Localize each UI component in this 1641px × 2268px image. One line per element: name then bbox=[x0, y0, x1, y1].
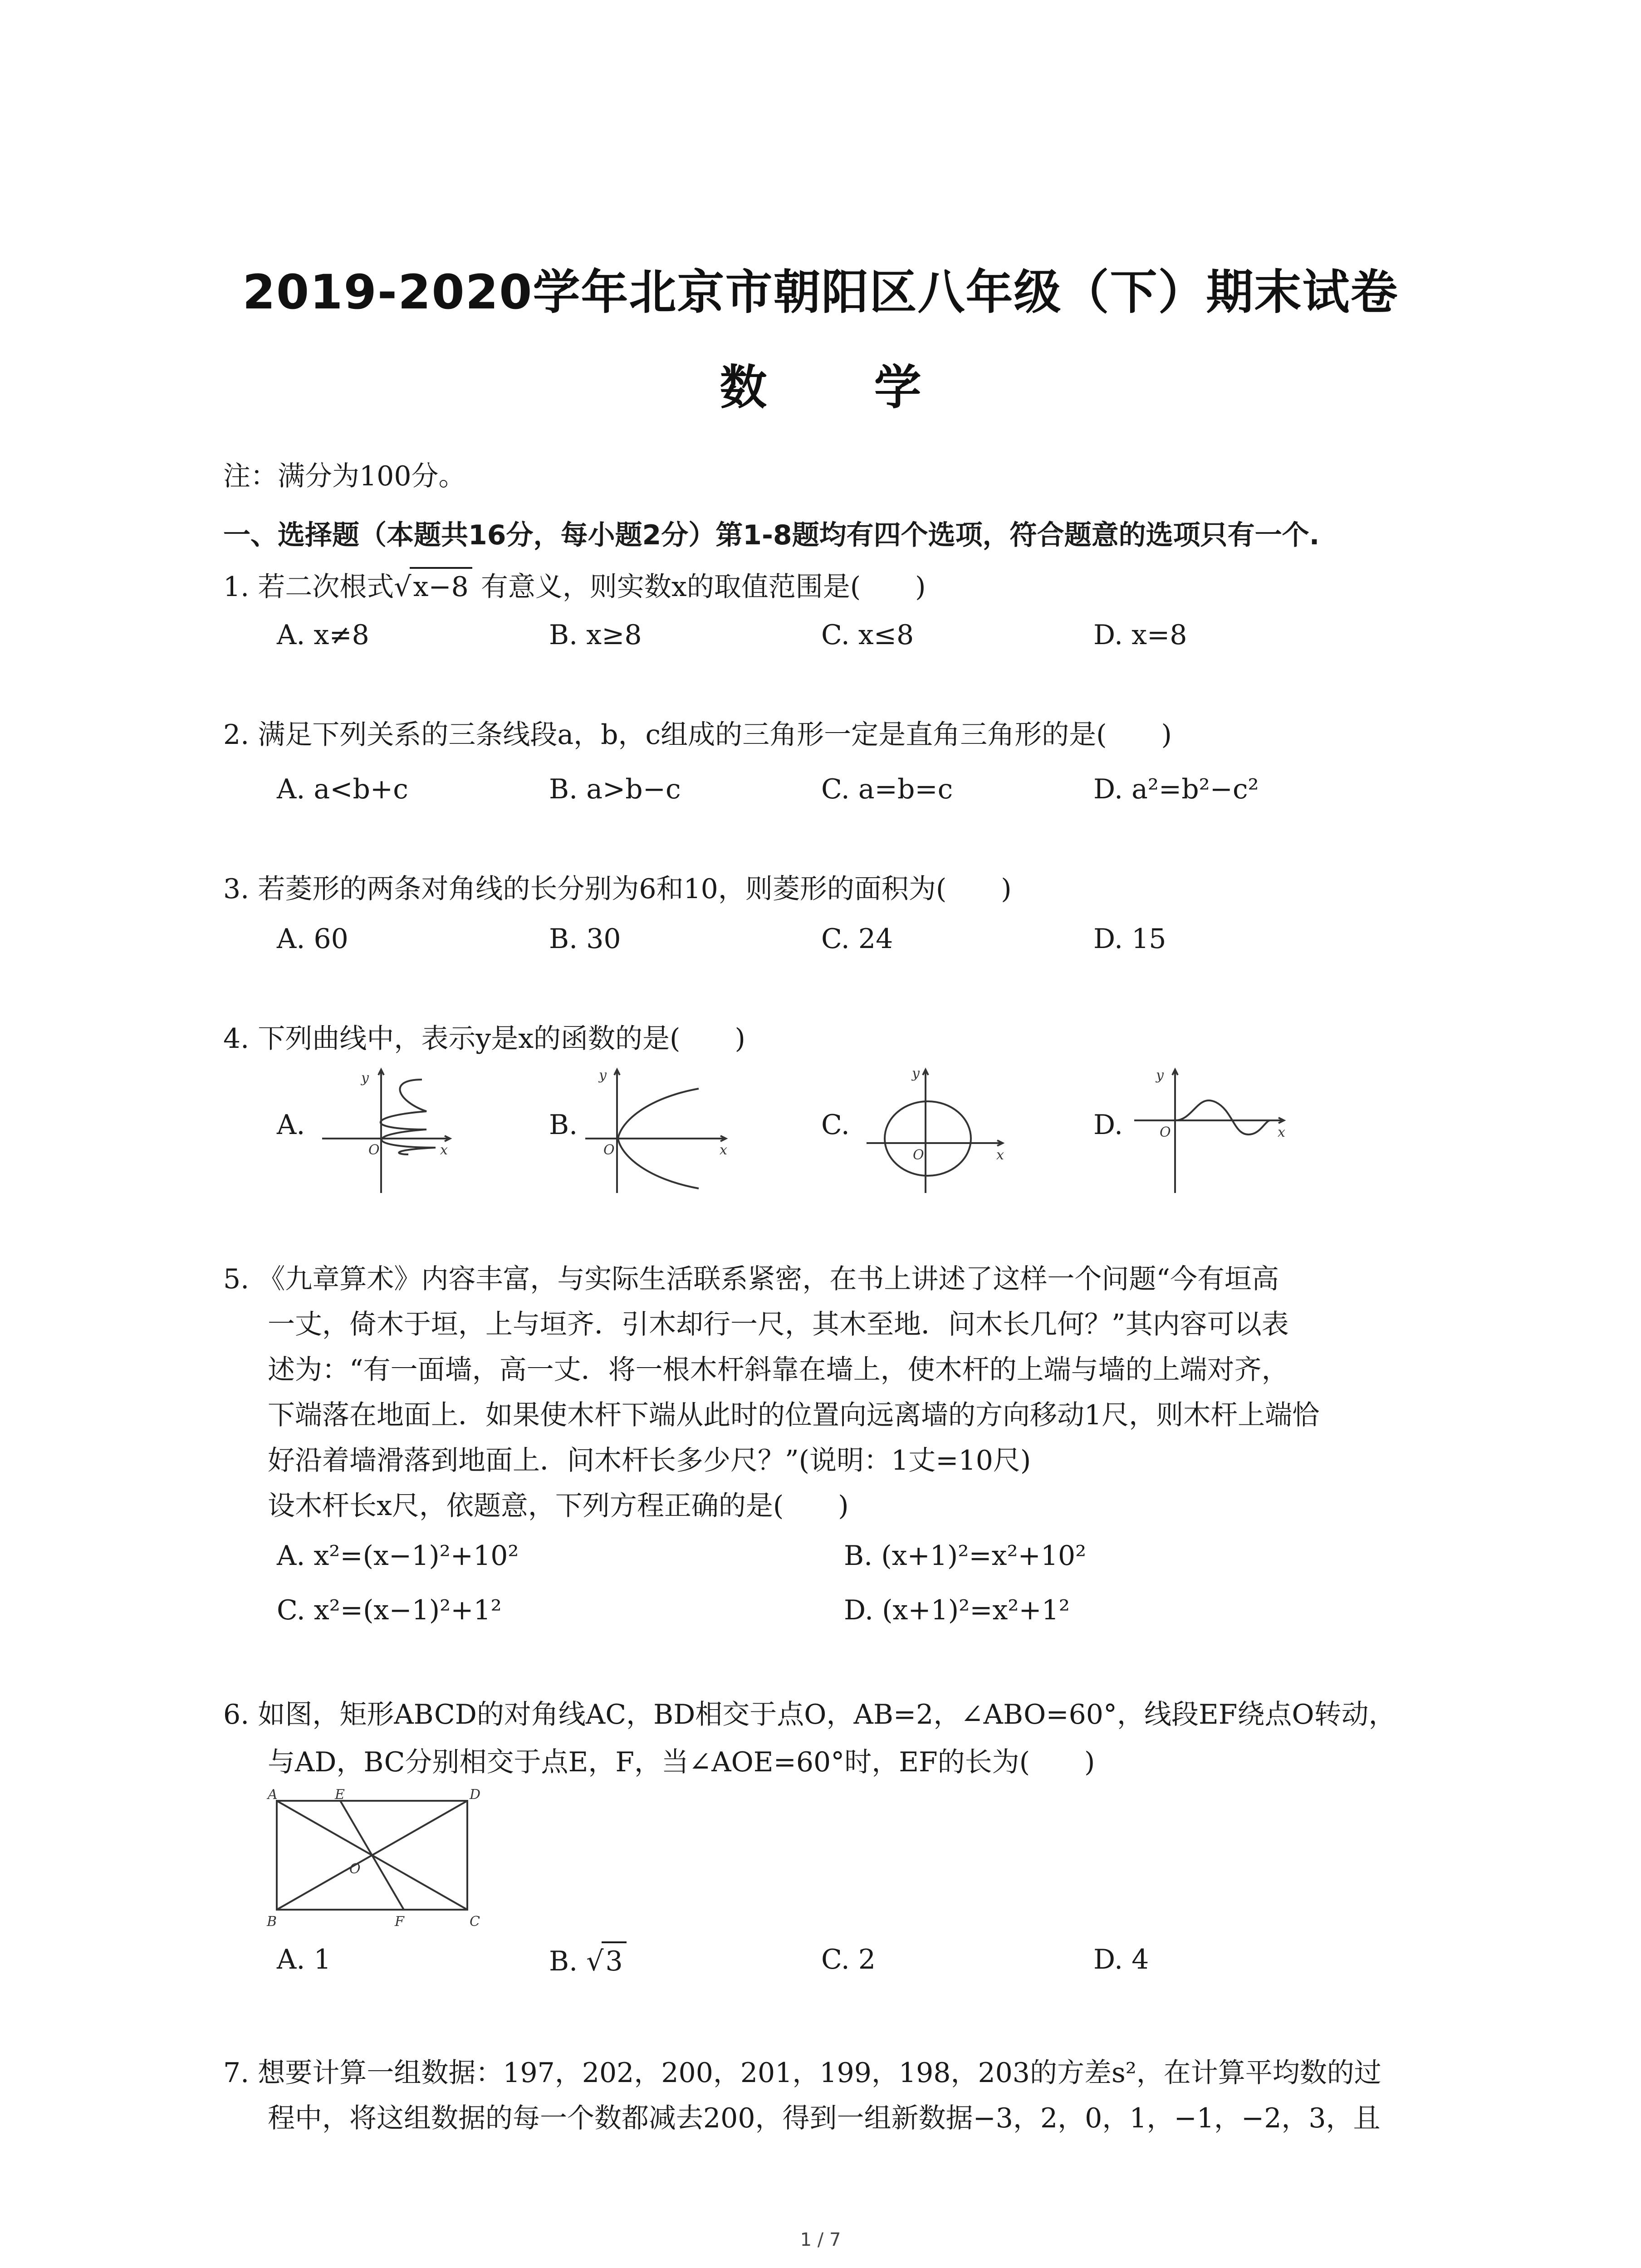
svg-text:O: O bbox=[1160, 1124, 1171, 1140]
question-4: 4. 下列曲线中，表示y是x的函数的是( ) bbox=[223, 1023, 745, 1055]
q6-option-b bbox=[549, 1941, 627, 1980]
question-3: 3. 若菱形的两条对角线的长分别为6和10，则菱形的面积为( ) bbox=[223, 873, 1012, 905]
sqrt-expression: √3 bbox=[586, 1941, 626, 1980]
q3-option-b: B. 30 bbox=[549, 923, 621, 955]
svg-text:C: C bbox=[470, 1914, 480, 1930]
question-1-prefix: 1. 若二次根式 bbox=[223, 571, 394, 603]
graph-c-circle bbox=[862, 1061, 1012, 1198]
q4-option-b: B. bbox=[549, 1109, 578, 1141]
question-7-line-1: 7. 想要计算一组数据：197，202，200，201，199，198，203的方差s²，在计算平均数的过 bbox=[223, 2057, 1381, 2089]
svg-text:y: y bbox=[1156, 1067, 1164, 1083]
question-7-line-2: 程中，将这组数据的每一个数都减去200，得到一组新数据−3，2，0，1，−1，−2，3，且 bbox=[268, 2102, 1381, 2134]
radicand: 3 bbox=[602, 1941, 626, 1980]
svg-text:y: y bbox=[912, 1066, 920, 1081]
q2-option-d: D. a²=b²−c² bbox=[1093, 773, 1259, 805]
q4-option-a: A. bbox=[277, 1109, 305, 1141]
svg-text:O: O bbox=[349, 1861, 361, 1877]
q6-option-b-label: B. bbox=[549, 1945, 578, 1977]
svg-text:B: B bbox=[267, 1914, 277, 1930]
svg-text:x: x bbox=[720, 1142, 727, 1158]
q1-option-d: D. x=8 bbox=[1093, 619, 1187, 651]
question-5-line-6: 设木杆长x尺，依题意，下列方程正确的是( ) bbox=[268, 1490, 849, 1522]
exam-title: 2019-2020学年北京市朝阳区八年级（下）期末试卷 bbox=[242, 264, 1399, 320]
graph-d-sine-wave bbox=[1130, 1061, 1293, 1198]
question-2: 2. 满足下列关系的三条线段a，b，c组成的三角形一定是直角三角形的是( ) bbox=[223, 719, 1172, 751]
q1-option-c: C. x≤8 bbox=[821, 619, 914, 651]
question-5-line-5: 好沿着墙滑落到地面上．问木杆长多少尺？”(说明：1丈=10尺) bbox=[268, 1445, 1031, 1476]
question-5-line-3: 述为：“有一面墙，高一丈．将一根木杆斜靠在墙上，使木杆的上端与墙的上端对齐， bbox=[268, 1354, 1289, 1386]
question-6-line-1: 6. 如图，矩形ABCD的对角线AC，BD相交于点O，AB=2，∠ABO=60°，线段EF绕点O转动， bbox=[223, 1699, 1396, 1730]
svg-text:E: E bbox=[335, 1787, 345, 1803]
q4-option-c: C. bbox=[821, 1109, 850, 1141]
svg-text:F: F bbox=[395, 1914, 404, 1930]
q2-option-b: B. a>b−c bbox=[549, 773, 681, 805]
q3-option-d: D. 15 bbox=[1093, 923, 1166, 955]
svg-text:O: O bbox=[603, 1142, 615, 1158]
question-1 bbox=[223, 567, 926, 605]
q3-option-a: A. 60 bbox=[277, 923, 348, 955]
q1-option-b: B. x≥8 bbox=[549, 619, 642, 651]
svg-text:x: x bbox=[1278, 1124, 1285, 1140]
svg-text:y: y bbox=[599, 1067, 607, 1083]
rectangle-figure bbox=[263, 1787, 481, 1937]
question-5-line-1: 5. 《九章算术》内容丰富，与实际生活联系紧密，在书上讲述了这样一个问题“今有垣高 bbox=[223, 1263, 1279, 1295]
graph-a-s-curve bbox=[318, 1061, 463, 1198]
question-1-suffix: 有意义，则实数x的取值范围是( ) bbox=[480, 571, 926, 603]
q2-option-c: C. a=b=c bbox=[821, 773, 953, 805]
q5-option-b: B. (x+1)²=x²+10² bbox=[844, 1540, 1087, 1572]
sqrt-expression: √x−8 bbox=[394, 567, 472, 605]
svg-text:A: A bbox=[268, 1787, 278, 1803]
q3-option-c: C. 24 bbox=[821, 923, 893, 955]
question-5-line-4: 下端落在地面上．如果使木杆下端从此时的位置向远离墙的方向移动1尺，则木杆上端恰 bbox=[268, 1399, 1320, 1431]
q6-option-a: A. 1 bbox=[277, 1944, 331, 1975]
svg-text:O: O bbox=[368, 1142, 380, 1158]
page-number: 1 / 7 bbox=[800, 2229, 841, 2250]
q5-option-d: D. (x+1)²=x²+1² bbox=[844, 1594, 1070, 1626]
svg-text:y: y bbox=[361, 1070, 369, 1086]
svg-text:x: x bbox=[996, 1147, 1004, 1163]
q2-option-a: A. a<b+c bbox=[277, 773, 408, 805]
q5-option-a: A. x²=(x−1)²+10² bbox=[277, 1540, 519, 1572]
svg-text:O: O bbox=[913, 1147, 924, 1163]
q4-option-d: D. bbox=[1093, 1109, 1123, 1141]
q6-option-d: D. 4 bbox=[1093, 1944, 1149, 1975]
q5-option-c: C. x²=(x−1)²+1² bbox=[277, 1594, 502, 1626]
q1-option-a: A. x≠8 bbox=[277, 619, 369, 651]
exam-note: 注：满分为100分。 bbox=[223, 460, 466, 492]
question-5-line-2: 一丈，倚木于垣，上与垣齐．引木却行一尺，其木至地．问木长几何？”其内容可以表 bbox=[268, 1309, 1289, 1340]
q6-option-c: C. 2 bbox=[821, 1944, 876, 1975]
subject-title: 数 学 bbox=[720, 360, 967, 415]
graph-b-sideways-parabola bbox=[581, 1061, 735, 1198]
radicand: x−8 bbox=[410, 567, 472, 605]
section-heading: 一、选择题（本题共16分，每小题2分）第1-8题均有四个选项，符合题意的选项只有一个. bbox=[223, 519, 1320, 551]
question-6-line-2: 与AD，BC分别相交于点E，F，当∠AOE=60°时，EF的长为( ) bbox=[268, 1746, 1095, 1778]
svg-text:D: D bbox=[470, 1787, 481, 1803]
svg-text:x: x bbox=[440, 1142, 448, 1158]
